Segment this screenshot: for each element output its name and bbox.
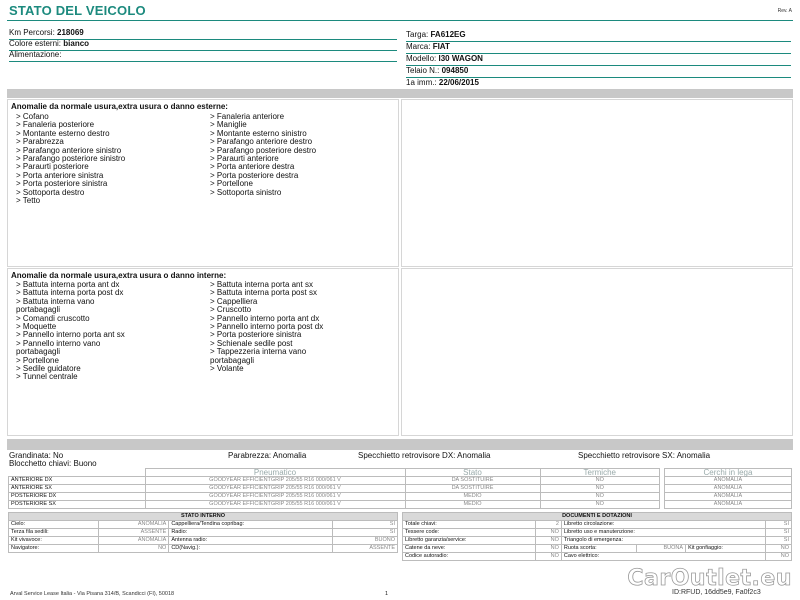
field-label: Colore esterni: [9, 39, 62, 48]
internal-damage-notes-panel [401, 268, 793, 436]
col-cerchi: Cerchi in lega [665, 469, 792, 477]
tyre-status: MEDIO [405, 501, 540, 509]
external-damage-list-left [16, 113, 125, 205]
flag-specchietto-dx: Specchietto retrovisore DX: Anomalia [358, 451, 491, 460]
damage-item: > Pannello interno porta post dx [210, 322, 324, 332]
damage-item: > Tunnel centrale [16, 372, 78, 382]
table-row [665, 501, 792, 509]
damage-item: > Battuta interna porta ant dx [16, 280, 120, 289]
field-value: 094850 [441, 66, 469, 75]
damage-item: > Sedile guidatore [16, 364, 81, 374]
damage-item: > Parafango posteriore sinistro [16, 154, 126, 164]
field-value: FIAT [432, 42, 450, 51]
tyre-winter: NO [540, 501, 660, 509]
table-row [665, 485, 792, 493]
damage-item: > Fanaleria posteriore [16, 120, 95, 130]
table-row: Cielo: ANOMALIA Cappelliera/Tendina copribag: SI [9, 521, 398, 529]
damage-item: > Paraurti anteriore [210, 154, 279, 164]
damage-item: > Porta posteriore sinistra [16, 179, 108, 189]
tyre-status: MEDIO [405, 493, 540, 501]
tyre-status: DA SOSTITUIRE [405, 477, 540, 485]
field-label: Km Percorsi: [9, 28, 55, 37]
damage-item: > Porta posteriore sinistra [210, 330, 302, 340]
tyre-winter: NO [540, 485, 660, 493]
damage-item: > Paraurti posteriore [16, 162, 89, 172]
section-divider [7, 439, 793, 450]
damage-item: > Battuta interna porta post dx [16, 288, 124, 298]
page-title: STATO DEL VEICOLO [9, 3, 146, 18]
stato-interno-title: STATO INTERNO [9, 513, 398, 521]
field-value: bianco [63, 39, 90, 48]
page-number: 1 [385, 591, 389, 597]
damage-item: > Cruscotto [210, 305, 252, 315]
internal-damage-title: Anomalie da normale usura,extra usura o danno interne: [11, 271, 227, 280]
field-alimentazione [9, 49, 397, 62]
damage-item: > Parabrezza [16, 137, 64, 147]
table-row [9, 501, 660, 509]
documenti-table [402, 512, 792, 561]
table-row: Terza fila sedili: ASSENTE Radio: SI [9, 529, 398, 537]
table-row: Totale chiavi: 2 Libretto circolazione: SI [403, 521, 792, 529]
col-termiche: Termiche [540, 469, 660, 477]
tyre-winter: NO [540, 493, 660, 501]
field-label: Targa: [406, 30, 429, 39]
table-row: Kit vivavoce: ANOMALIA Antenna radio: BUONO [9, 537, 398, 545]
table-row [9, 485, 660, 493]
damage-item: > Volante [210, 364, 244, 374]
damage-item: > Porta anteriore sinistra [16, 170, 104, 180]
tyre-position: ANTERIORE DX [9, 477, 146, 485]
damage-item: > Maniglie [210, 120, 247, 130]
damage-item: > Moquette [16, 322, 57, 332]
damage-item: > Porta anteriore destra [210, 162, 295, 172]
field-label: Marca: [406, 42, 431, 51]
tyre-position: POSTERIORE DX [9, 493, 146, 501]
tyre-model: GOODYEAR EFFICIENTGRIP 205/55 R16 000/061 V [145, 501, 405, 509]
field-label: Alimentazione: [9, 50, 62, 59]
damage-item: portabagagli [210, 355, 255, 365]
tyre-position: ANTERIORE SX [9, 485, 146, 493]
table-row [665, 477, 792, 485]
flag-parabrezza: Parabrezza: Anomalia [228, 451, 307, 460]
damage-item: > Sottoporta sinistro [210, 187, 282, 197]
field-value: 218069 [57, 28, 84, 37]
tyre-status: DA SOSTITUIRE [405, 485, 540, 493]
flag-grandinata: Grandinata: No [9, 451, 64, 460]
field-label: Telaio N.: [406, 66, 440, 75]
field-value: 22/06/2015 [438, 78, 479, 87]
damage-item: > Parafango anteriore sinistro [16, 145, 122, 155]
field-label: Modello: [406, 54, 437, 63]
damage-item: > Montante esterno destro [16, 128, 110, 138]
table-row [9, 477, 660, 485]
table-row [665, 493, 792, 501]
stato-interno-table [8, 512, 398, 553]
damage-item: > Montante esterno sinistro [210, 128, 307, 138]
external-damage-title: Anomalie da normale usura,extra usura o danno esterne: [11, 102, 228, 111]
damage-item: portabagagli [16, 347, 61, 357]
col-stato: Stato [405, 469, 540, 477]
damage-item: > Battuta interna porta ant sx [210, 280, 313, 289]
flag-blocchetto: Blocchetto chiavi: Buono [9, 459, 97, 468]
damage-item: > Portellone [210, 179, 253, 189]
damage-item: > Comandi cruscotto [16, 313, 90, 323]
damage-item: > Parafango posteriore destro [210, 145, 317, 155]
table-row: Navigatore: NO CD(Navig.): ASSENTE [9, 545, 398, 553]
external-damage-list-right [210, 113, 316, 197]
damage-item: > Pannello interno porta ant dx [210, 313, 320, 323]
tyre-model: GOODYEAR EFFICIENTGRIP 205/55 R16 000/061 V [145, 485, 405, 493]
damage-item: > Pannello interno porta ant sx [16, 330, 125, 340]
tyre-position: POSTERIORE SX [9, 501, 146, 509]
damage-item: > Battuta interna porta post sx [210, 288, 317, 298]
alloy-status: ANOMALIA [665, 477, 792, 485]
alloy-status: ANOMALIA [665, 485, 792, 493]
damage-item: > Battuta interna vano [16, 296, 95, 306]
external-damage-notes-panel [401, 99, 793, 267]
tyre-winter: NO [540, 477, 660, 485]
damage-item: > Porta posteriore destra [210, 170, 299, 180]
tyres-table [8, 468, 660, 509]
damage-item: > Sottoporta destro [16, 187, 85, 197]
tyre-model: GOODYEAR EFFICIENTGRIP 205/55 R16 000/061 V [145, 493, 405, 501]
damage-item: > Cofano [16, 112, 49, 121]
table-row: Libretto garanzia/service: NO Triangolo di emergenza: SI [403, 537, 792, 545]
field-value: I30 WAGON [438, 54, 483, 63]
documenti-title: DOCUMENTI E DOTAZIONI [403, 513, 792, 521]
damage-item: > Fanaleria anteriore [210, 112, 285, 121]
section-divider [7, 89, 793, 98]
tyre-model: GOODYEAR EFFICIENTGRIP 205/55 R16 000/061 V [145, 477, 405, 485]
damage-item: > Cappelliera [210, 296, 258, 306]
internal-damage-list-right [210, 281, 323, 373]
damage-item: > Pannello interno vano [16, 338, 101, 348]
table-row: Tessere code: NO Libretto uso e manutenzione: SI [403, 529, 792, 537]
col-pneumatico: Pneumatico [145, 469, 405, 477]
table-row [9, 493, 660, 501]
alloy-status: ANOMALIA [665, 501, 792, 509]
damage-item: > Schienale sedile post [210, 338, 293, 348]
damage-item: > Tappezzeria interna vano [210, 347, 307, 357]
revision-label: Rev. A [777, 8, 792, 14]
damage-item: > Portellone [16, 355, 59, 365]
flag-specchietto-sx: Specchietto retrovisore SX: Anomalia [578, 451, 711, 460]
table-row: Catene da neve: NO Ruota scorta: BUONA Kit gonfiaggio: NO [403, 545, 792, 553]
damage-item: > Tetto [16, 196, 41, 206]
damage-item: portabagagli [16, 305, 61, 315]
field-value: FA612EG [430, 30, 466, 39]
internal-damage-list-left [16, 281, 125, 382]
table-row: Codice autoradio: NO Cavo elettrico: NO [403, 553, 792, 561]
document-id: ID:RFUD, 16dd5e9, Fa0f2c3 [672, 589, 761, 596]
footer-address: Arval Service Lease Italia - Via Pisana 314/B, Scandicci (FI), 50018 [10, 591, 175, 597]
field-label: 1a imm.: [406, 78, 437, 87]
title-rule [7, 20, 793, 21]
watermark-logo: CarOutlet.eu [627, 566, 792, 591]
damage-item: > Parafango anteriore destro [210, 137, 313, 147]
alloy-status: ANOMALIA [665, 493, 792, 501]
alloy-wheels-table [664, 468, 792, 509]
